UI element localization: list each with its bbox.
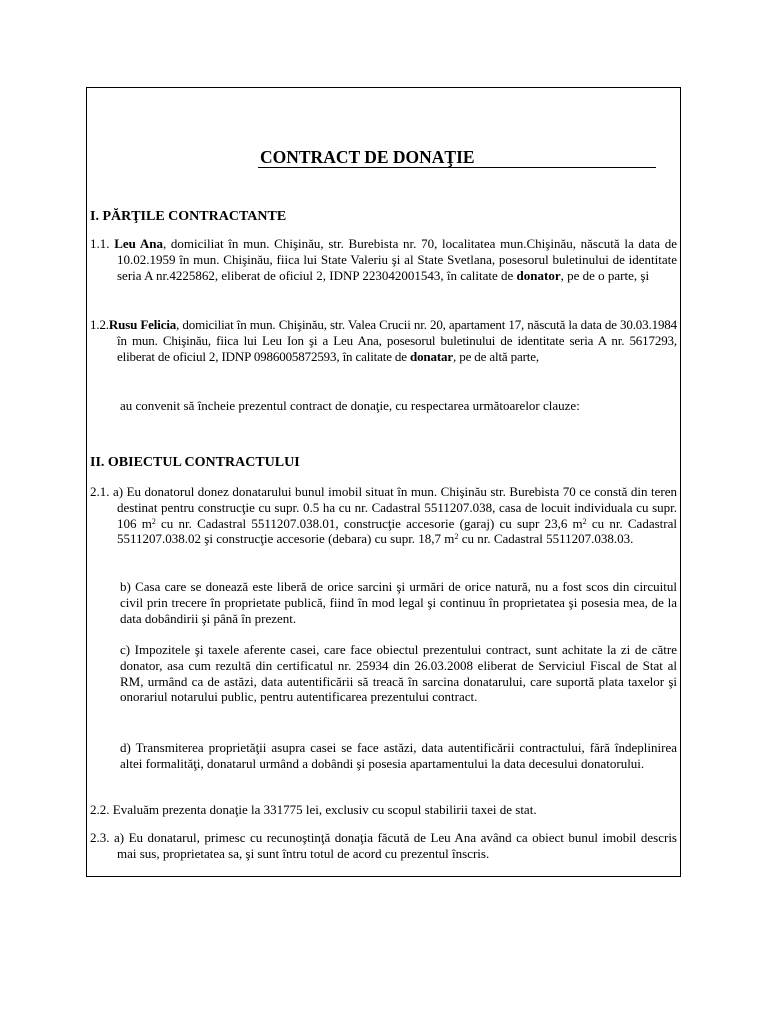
clause-2-1-d: d) Transmiterea proprietăţii asupra casei se face astăzi, data autentificării contractului, fără îndeplinirea altei formalităţi, donatarul urmând a dobândi şi posesia apartamentului la data decesului donatorului. (120, 740, 677, 771)
clause-number: 1.2. (90, 317, 109, 332)
clause-2-3-a: 2.3. a) Eu donatarul, primesc cu recunoştinţă donaţia făcută de Leu Ana având ca obiect bunul imobil descris mai sus, proprietatea sa, şi sunt întru totul de acord cu prezentul înscris. (90, 830, 677, 861)
clause-1-1 (90, 236, 677, 283)
clause-1-2 (90, 317, 677, 364)
clause-text: cu nr. Cadastral 5511207.038.01, construcţie accesorie (garaj) cu supr 23,6 m (155, 515, 583, 531)
section-heading-parties: I. PĂRŢILE CONTRACTANTE (90, 209, 287, 224)
clause-text: , domiciliat în mun. Chişinău, str. Burebista nr. 70, localitatea mun.Chişinău, născută la data de 10.02.1959 în mun. Chişinău, fiica lui State Valeriu şi al State Svetlana, posesorul buletinului de identitate seria A nr.4225862, eliberat de oficiul 2, IDNP 223042001543, în calitate de (117, 236, 678, 283)
superscript: 2 (151, 516, 156, 526)
clause-text: , domiciliat în mun. Chişinău, str. Valea Crucii nr. 20, apartament 17, născută la data de 30.03.1984 în mun. Chişinău, fiica lui Leu Ion şi a Leu Ana, posesorul buletinului de identitate seria A nr. 5617293, eliberat de oficiul 2, IDNP 0986005872593, în calitate de (117, 317, 677, 364)
clause-text: 2.1. a) Eu donatorul donez donatarului bunul imobil situat în mun. Chişinău str. Burebista 70 ce constă din teren destinat pentru construcţie cu supr. 0.5 ha cu nr. Cadastral 5511207.038, casa de locuit individuala cu supr. 106 m (90, 484, 677, 531)
clause-number: 1.1. (90, 236, 110, 251)
donee-name: Rusu Felicia (108, 317, 177, 332)
donor-role: donator (516, 267, 561, 283)
donor-name: Leu Ana (114, 236, 163, 251)
clause-2-1-b: b) Casa care se donează este liberă de orice sarcini şi urmări de orice natură, nu a fost scos din circuitul civil prin trecere în proprietate publică, fiind în mod legal şi continuu în proprietatea şi posesia mea, de la data dobândirii şi până în prezent. (120, 579, 677, 626)
superscript: 2 (582, 516, 587, 526)
agreement-statement: au convenit să încheie prezentul contract de donaţie, cu respectarea următoarelor clauze: (120, 398, 580, 413)
clause-2-1-c: c) Impozitele şi taxele aferente casei, care face obiectul prezentului contract, sunt achitate la zi de către donator, asa cum rezultă din certificatul nr. 25934 din 26.03.2008 eliberat de Serviciul Fiscal de Stat al RM, urmând ca de astăzi, data autentificării să treacă în sarcina donatarului, care suportă plata taxelor şi onorariul notarului public, pentru autentificarea prezentului contract. (120, 642, 677, 705)
superscript: 2 (454, 532, 459, 542)
section-heading-object: II. OBIECTUL CONTRACTULUI (90, 455, 300, 470)
clause-text: , pe de altă parte, (453, 348, 539, 364)
document-frame (86, 87, 681, 877)
document-title: CONTRACT DE DONAŢIE (258, 148, 656, 168)
clause-text: cu nr. Cadastral 5511207.038.02 şi construcţie accesorie (debara) cu supr. 18,7 m (117, 515, 677, 547)
donee-role: donatar (410, 348, 454, 364)
clause-2-2: 2.2. Evaluăm prezenta donaţie la 331775 lei, exclusiv cu scopul stabilirii taxei de stat. (90, 802, 537, 817)
clause-2-1-a (90, 484, 677, 547)
clause-text: , pe de o parte, şi (560, 267, 650, 283)
clause-text: cu nr. Cadastral 5511207.038.03. (458, 531, 634, 547)
